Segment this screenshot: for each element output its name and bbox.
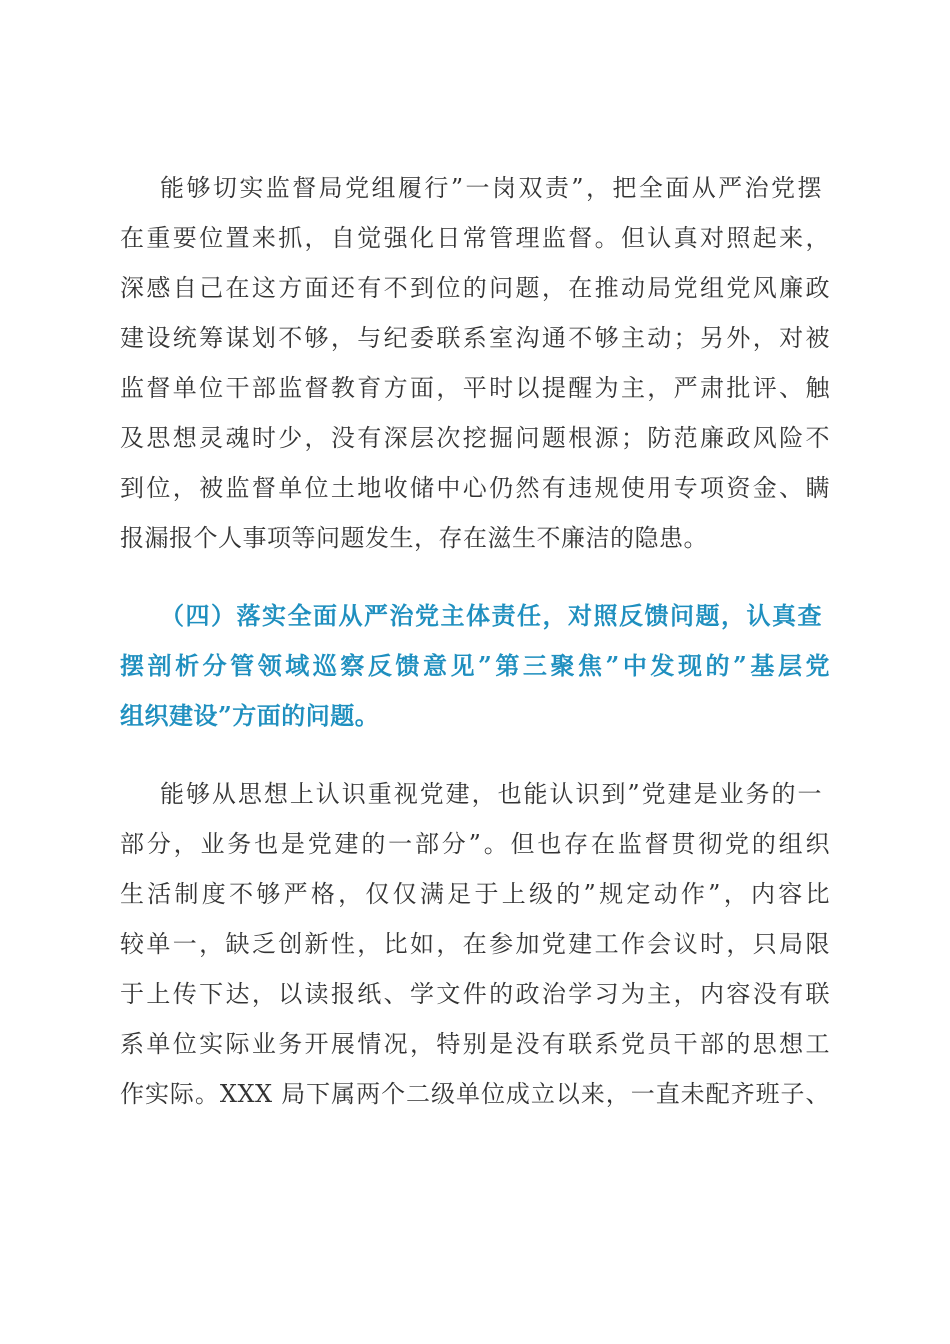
paragraph-line: 及思想灵魂时少，没有深层次挖掘问题根源；防范廉政风险不: [120, 424, 830, 452]
paragraph-line: 作实际。XXX 局下属两个二级单位成立以来，一直未配齐班子、: [120, 1080, 830, 1108]
paragraph-line: 生活制度不够严格，仅仅满足于上级的”规定动作”，内容比: [120, 880, 830, 908]
paragraph-line: 较单一，缺乏创新性，比如，在参加党建工作会议时，只局限: [120, 930, 830, 958]
paragraph-line: 深感自己在这方面还有不到位的问题，在推动局党组党风廉政: [120, 274, 830, 302]
paragraph-line: 能够切实监督局党组履行”一岗双责”，把全面从严治党摆: [160, 174, 822, 202]
paragraph-line: 系单位实际业务开展情况，特别是没有联系党员干部的思想工: [120, 1030, 830, 1058]
paragraph-line: 部分，业务也是党建的一部分”。但也存在监督贯彻党的组织: [120, 830, 830, 858]
paragraph-line: 到位，被监督单位土地收储中心仍然有违规使用专项资金、瞒: [120, 474, 830, 502]
heading-line: （四）落实全面从严治党主体责任，对照反馈问题，认真查: [160, 601, 822, 630]
paragraph-line: 建设统筹谋划不够，与纪委联系室沟通不够主动；另外，对被: [120, 324, 830, 352]
paragraph-line: 于上传下达，以读报纸、学文件的政治学习为主，内容没有联: [120, 980, 830, 1008]
paragraph-line: 能够从思想上认识重视党建，也能认识到”党建是业务的一: [160, 780, 822, 808]
heading-line: 摆剖析分管领域巡察反馈意见”第三聚焦”中发现的”基层党: [120, 651, 830, 680]
paragraph-line: 报漏报个人事项等问题发生，存在滋生不廉洁的隐患。: [120, 524, 708, 552]
paragraph-line: 在重要位置来抓，自觉强化日常管理监督。但认真对照起来，: [120, 224, 830, 252]
paragraph-line: 监督单位干部监督教育方面，平时以提醒为主，严肃批评、触: [120, 374, 830, 402]
heading-line: 组织建设”方面的问题。: [120, 701, 380, 730]
